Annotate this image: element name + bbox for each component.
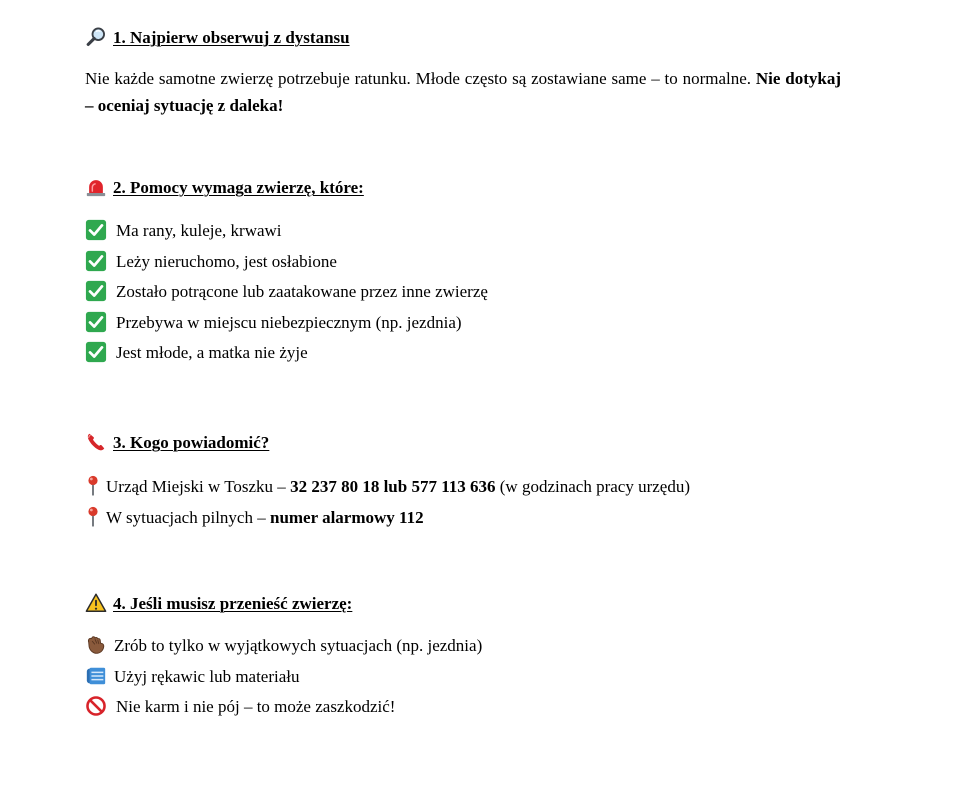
section-1-body-plain: Nie każde samotne zwierzę potrzebuje ratunku. Młode często są zostawiane same – to normalne. (85, 69, 752, 88)
section-1-heading (85, 26, 350, 49)
section-4-heading (85, 592, 352, 615)
warning-icon (85, 592, 107, 614)
contact-plain-text: W sytuacjach pilnych – (106, 507, 270, 527)
magnifier-icon (85, 26, 107, 48)
list-item (85, 216, 945, 247)
phone-icon (85, 431, 107, 453)
list-item-text: Leży nieruchomo, jest osłabione (116, 251, 337, 271)
section-1-paragraph (85, 65, 841, 119)
list-item (85, 472, 945, 503)
list-item (85, 503, 945, 534)
section-3-list (85, 472, 945, 533)
list-item (85, 308, 945, 339)
section-2-title: 2. Pomocy wymaga zwierzę, które: (113, 178, 364, 197)
section-2-list (85, 216, 945, 369)
check-icon (85, 311, 107, 333)
list-item (85, 662, 945, 693)
check-icon (85, 219, 107, 241)
list-item (85, 692, 945, 723)
section-3-title: 3. Kogo powiadomić? (113, 433, 270, 452)
cloth-icon (85, 665, 107, 687)
contact-phone-numbers: 32 237 80 18 lub 577 113 636 (290, 477, 496, 496)
check-icon (85, 341, 107, 363)
section-4-list (85, 631, 945, 723)
list-item-text: Nie karm i nie pój – to może zaszkodzić! (116, 697, 396, 716)
contact-plain-text: Urząd Miejski w Toszku – (106, 477, 291, 496)
list-item-text: Ma rany, kuleje, krwawi (116, 221, 282, 240)
emergency-number: numer alarmowy 112 (269, 507, 424, 527)
list-item-text: Zostało potrącone lub zaatakowane przez inne zwierzę (116, 282, 488, 301)
siren-icon (85, 176, 107, 198)
section-2-heading (85, 176, 364, 199)
list-item (85, 338, 945, 369)
no-entry-icon (85, 695, 107, 717)
list-item (85, 277, 945, 308)
section-1-title: 1. Najpierw obserwuj z dystansu (113, 28, 350, 47)
list-item-text: Użyj rękawic lub materiału (114, 666, 300, 686)
list-item-text: Jest młode, a matka nie żyje (116, 343, 308, 362)
list-item (85, 631, 945, 662)
section-3-heading (85, 431, 269, 454)
glove-icon (85, 634, 107, 656)
pin-icon (85, 475, 101, 497)
list-item (85, 247, 945, 278)
pin-icon (85, 506, 101, 528)
list-item-text: Zrób to tylko w wyjątkowych sytuacjach (np. jezdnia) (114, 636, 483, 655)
contact-note: (w godzinach pracy urzędu) (495, 477, 690, 496)
check-icon (85, 280, 107, 302)
check-icon (85, 250, 107, 272)
section-1-body-bold: Nie dotykaj – oceniaj sytuację z daleka! (85, 69, 842, 115)
list-item-text: Przebywa w miejscu niebezpiecznym (np. jezdnia) (116, 312, 462, 332)
section-4-title: 4. Jeśli musisz przenieść zwierzę: (113, 594, 353, 613)
